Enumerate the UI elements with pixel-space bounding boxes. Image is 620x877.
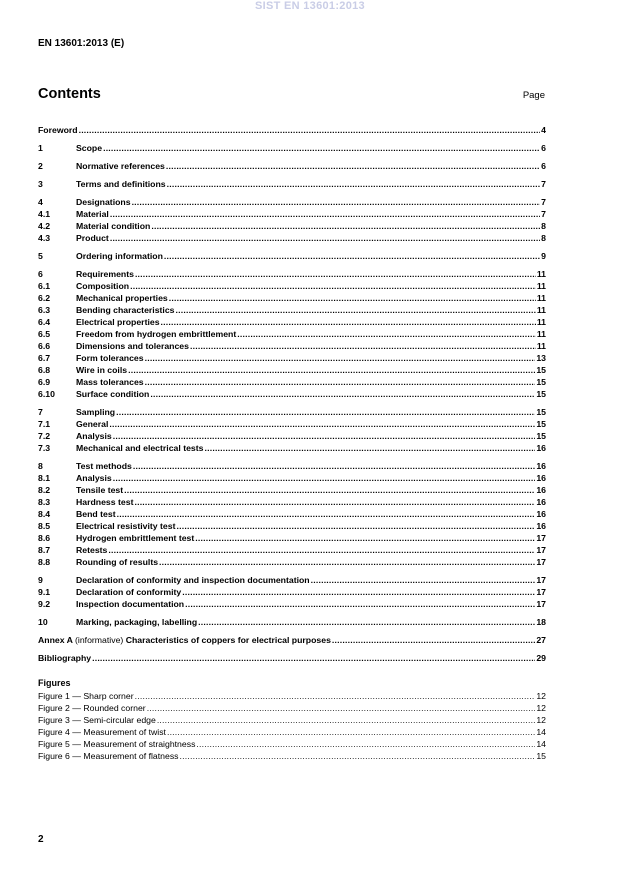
toc-entry[interactable] [38,250,546,262]
toc-entry[interactable] [38,352,546,364]
toc-entry-title: Surface condition [76,389,150,399]
toc-entry-page: 15 [536,419,546,429]
toc-entry[interactable] [38,484,546,496]
toc-entry-title: Foreword [38,125,78,135]
toc-entry-page: 11 [536,281,546,291]
toc-entry-page: 17 [536,587,546,597]
toc-entry-page: 7 [541,179,546,189]
toc-entry-title: Mass tolerances [76,377,144,387]
toc-entry-page: 11 [536,293,546,303]
toc-entry-number: 8.8 [38,557,51,567]
table-of-contents [38,124,546,762]
toc-entry-page: 15 [536,431,546,441]
toc-entry-page: 16 [536,461,546,471]
toc-entry-number: 6 [38,269,43,279]
toc-entry-title: Material [76,209,109,219]
toc-entry-number: 8.1 [38,473,51,483]
figure-entry-page: 15 [536,751,546,761]
toc-entry-page: 16 [536,485,546,495]
toc-entry-title: Dimensions and tolerances [76,341,189,351]
annex-title-text: Characteristics of coppers for electrical purposes [125,635,331,645]
toc-leader-dots [164,250,540,262]
toc-entry-title: Scope [76,143,103,153]
toc-entry[interactable] [38,472,546,484]
watermark: SIST EN 13601:2013 [255,0,365,12]
toc-entry-number: 8.2 [38,485,51,495]
toc-leader-dots [110,232,540,244]
toc-leader-dots [116,406,535,418]
toc-entry-number: 8.5 [38,521,51,531]
toc-entry[interactable] [38,544,546,556]
page-number: 2 [38,834,44,845]
figure-entry[interactable] [38,690,546,702]
toc-entry-title: Inspection documentation [76,599,185,609]
toc-entry-number: 6.4 [38,317,51,327]
figure-entry-title: Figure 5 — Measurement of straightness [38,739,196,749]
toc-entry-page: 6 [541,143,546,153]
toc-entry[interactable] [38,208,546,220]
toc-leader-dots [147,702,536,714]
toc-entry-page: 17 [536,545,546,555]
toc-entry-title: Retests [76,545,108,555]
toc-leader-dots [124,484,535,496]
toc-entry-title: Declaration of conformity and inspection documentation [76,575,310,585]
toc-entry[interactable] [38,460,546,472]
toc-entry[interactable] [38,292,546,304]
toc-leader-dots [176,304,536,316]
toc-entry-page: 8 [541,221,546,231]
toc-entry-title: Wire in coils [76,365,128,375]
toc-entry[interactable] [38,220,546,232]
toc-entry-number: 7.3 [38,443,51,453]
toc-entry-title: Tensile test [76,485,124,495]
toc-entry-annex[interactable] [38,634,546,646]
toc-entry[interactable] [38,364,546,376]
toc-entry[interactable] [38,328,546,340]
toc-entry-title: Electrical properties [76,317,160,327]
figure-entry-page: 12 [536,691,546,701]
toc-entry-page: 7 [541,197,546,207]
toc-leader-dots [150,388,535,400]
toc-entry-page: 16 [536,443,546,453]
toc-entry[interactable] [38,388,546,400]
toc-entry-title: Bend test [76,509,116,519]
contents-title: Contents [38,86,101,102]
toc-entry[interactable] [38,574,546,586]
toc-entry-page: 17 [536,533,546,543]
toc-entry-title: Ordering information [76,251,163,261]
toc-leader-dots [133,460,535,472]
toc-leader-dots [159,556,535,568]
toc-leader-dots [103,142,540,154]
figure-entry-title: Figure 3 — Semi-circular edge [38,715,156,725]
toc-entry-title: Analysis [76,431,112,441]
toc-entry-number: 4.3 [38,233,51,243]
toc-leader-dots [113,430,536,442]
figure-entry[interactable] [38,750,546,762]
toc-entry[interactable] [38,232,546,244]
toc-entry[interactable] [38,598,546,610]
toc-leader-dots [113,472,536,484]
toc-entry-page: 6 [541,161,546,171]
annex-title [38,634,331,646]
toc-entry-page: 16 [536,509,546,519]
toc-entry-number: 3 [38,179,43,189]
toc-entry-number: 6.6 [38,341,51,351]
toc-entry-title: Electrical resistivity test [76,521,176,531]
toc-entry[interactable] [38,616,546,628]
toc-leader-dots [79,124,541,136]
toc-entry[interactable] [38,124,546,136]
toc-leader-dots [185,598,535,610]
toc-entry-number: 9.2 [38,599,51,609]
toc-entry-title: General [76,419,109,429]
toc-entry-number: 10 [38,617,48,627]
toc-entry-title: Product [76,233,109,243]
toc-entry-number: 8.6 [38,533,51,543]
toc-entry[interactable] [38,196,546,208]
toc-entry-title: Marking, packaging, labelling [76,617,198,627]
toc-leader-dots [198,616,535,628]
figure-entry-title: Figure 2 — Rounded corner [38,703,146,713]
toc-entry-number: 4.1 [38,209,51,219]
toc-leader-dots [109,418,535,430]
toc-entry-page: 11 [536,305,546,315]
toc-entry-title: Freedom from hydrogen embrittlement [76,329,237,339]
toc-entry[interactable] [38,532,546,544]
toc-entry[interactable] [38,178,546,190]
toc-leader-dots [151,220,540,232]
toc-entry[interactable] [38,496,546,508]
toc-entry-number: 8.4 [38,509,51,519]
figure-entry-title: Figure 1 — Sharp corner [38,691,134,701]
toc-entry-page: 17 [536,575,546,585]
toc-entry[interactable] [38,406,546,418]
toc-entry-page: 11 [536,341,546,351]
toc-entry-title: Designations [76,197,131,207]
toc-entry-page: 15 [536,407,546,417]
figure-entry-page: 14 [536,739,546,749]
toc-entry-number: 6.1 [38,281,51,291]
toc-entry[interactable] [38,142,546,154]
toc-leader-dots [135,268,536,280]
bibliography-title: Bibliography [38,653,92,663]
figure-entry[interactable] [38,714,546,726]
toc-entry-title: Hardness test [76,497,134,507]
toc-leader-dots [237,328,536,340]
toc-leader-dots [311,574,536,586]
toc-leader-dots [182,586,535,598]
toc-entry-title: Mechanical and electrical tests [76,443,204,453]
toc-entry-title: Sampling [76,407,116,417]
toc-entry-title: Declaration of conformity [76,587,182,597]
toc-leader-dots [167,726,535,738]
toc-entry-page: 15 [536,365,546,375]
toc-entry-page: 11 [536,317,546,327]
toc-entry[interactable] [38,376,546,388]
figure-entry[interactable] [38,726,546,738]
figure-entry[interactable] [38,702,546,714]
toc-entry[interactable] [38,340,546,352]
document-id: EN 13601:2013 (E) [38,38,125,49]
toc-entry-title: Bending characteristics [76,305,175,315]
toc-entry-title: Rounding of results [76,557,159,567]
toc-entry-title: Normative references [76,161,165,171]
toc-leader-dots [110,208,540,220]
toc-entry-page: 29 [536,653,546,663]
toc-leader-dots [128,364,535,376]
toc-leader-dots [180,750,536,762]
toc-leader-dots [92,652,535,664]
toc-entry-number: 6.2 [38,293,51,303]
toc-leader-dots [145,376,536,388]
annex-informative-label: (informative) [75,635,124,645]
toc-entry-page: 8 [541,233,546,243]
toc-entry-number: 7.1 [38,419,51,429]
toc-entry-bibliography[interactable] [38,652,546,664]
toc-entry[interactable] [38,442,546,454]
toc-entry-title: Requirements [76,269,134,279]
toc-leader-dots [167,178,541,190]
toc-leader-dots [169,292,536,304]
toc-leader-dots [196,738,535,750]
toc-entry-number: 6.3 [38,305,51,315]
figure-entry-page: 14 [536,727,546,737]
toc-leader-dots [117,508,536,520]
toc-entry-number: 7 [38,407,43,417]
toc-entry[interactable] [38,556,546,568]
toc-entry-number: 1 [38,143,43,153]
toc-leader-dots [190,340,536,352]
toc-entry-number: 4 [38,197,43,207]
toc-leader-dots [145,352,536,364]
toc-entry-page: 15 [536,389,546,399]
toc-entry-number: 6.9 [38,377,51,387]
toc-entry[interactable] [38,520,546,532]
figure-entry[interactable] [38,738,546,750]
toc-entry-page: 13 [536,353,546,363]
toc-entry-page: 17 [536,557,546,567]
toc-entry-page: 16 [536,521,546,531]
toc-entry-number: 2 [38,161,43,171]
toc-entry[interactable] [38,316,546,328]
toc-leader-dots [161,316,536,328]
toc-entry[interactable] [38,304,546,316]
toc-entry-title: Terms and definitions [76,179,166,189]
toc-entry-page: 11 [536,269,546,279]
toc-entry-page: 16 [536,473,546,483]
toc-leader-dots [195,532,535,544]
toc-entry-number: 9 [38,575,43,585]
toc-entry-page: 7 [541,209,546,219]
toc-leader-dots [135,690,536,702]
toc-leader-dots [166,160,540,172]
toc-entry[interactable] [38,418,546,430]
toc-entry-number: 6.8 [38,365,51,375]
figure-entry-page: 12 [536,703,546,713]
toc-entry-title: Hydrogen embrittlement test [76,533,195,543]
toc-entry-number: 5 [38,251,43,261]
figures-heading: Figures [38,678,71,688]
toc-entry[interactable] [38,160,546,172]
toc-entry-title: Material condition [76,221,151,231]
toc-entry[interactable] [38,508,546,520]
toc-entry-number: 8.7 [38,545,51,555]
toc-entry-page: 4 [541,125,546,135]
figure-entry-page: 12 [536,715,546,725]
figure-entry-title: Figure 4 — Measurement of twist [38,727,166,737]
toc-entry-number: 4.2 [38,221,51,231]
toc-entry-title: Composition [76,281,130,291]
toc-entry-number: 9.1 [38,587,51,597]
toc-entry-page: 17 [536,599,546,609]
toc-entry-page: 16 [536,497,546,507]
toc-leader-dots [134,496,535,508]
toc-entry-number: 8.3 [38,497,51,507]
toc-entry[interactable] [38,268,546,280]
page-column-label: Page [522,90,545,101]
toc-leader-dots [332,634,535,646]
toc-leader-dots [204,442,535,454]
toc-entry-title: Test methods [76,461,132,471]
toc-entry-page: 9 [541,251,546,261]
toc-entry-number: 8 [38,461,43,471]
toc-entry-page: 11 [536,329,546,339]
toc-entry-number: 7.2 [38,431,51,441]
figure-entry-title: Figure 6 — Measurement of flatness [38,751,179,761]
toc-entry-page: 18 [536,617,546,627]
toc-entry[interactable] [38,586,546,598]
toc-entry-number: 6.5 [38,329,51,339]
toc-leader-dots [176,520,535,532]
toc-leader-dots [108,544,535,556]
toc-entry-title: Form tolerances [76,353,144,363]
toc-leader-dots [157,714,536,726]
toc-entry[interactable] [38,280,546,292]
toc-entry-page: 15 [536,377,546,387]
toc-leader-dots [130,280,536,292]
toc-leader-dots [132,196,541,208]
annex-prefix: Annex A [38,635,73,645]
toc-entry-title: Analysis [76,473,112,483]
toc-entry-page: 27 [536,635,546,645]
toc-entry-title: Mechanical properties [76,293,168,303]
toc-entry-number: 6.10 [38,389,55,399]
toc-entry-number: 6.7 [38,353,51,363]
toc-entry[interactable] [38,430,546,442]
